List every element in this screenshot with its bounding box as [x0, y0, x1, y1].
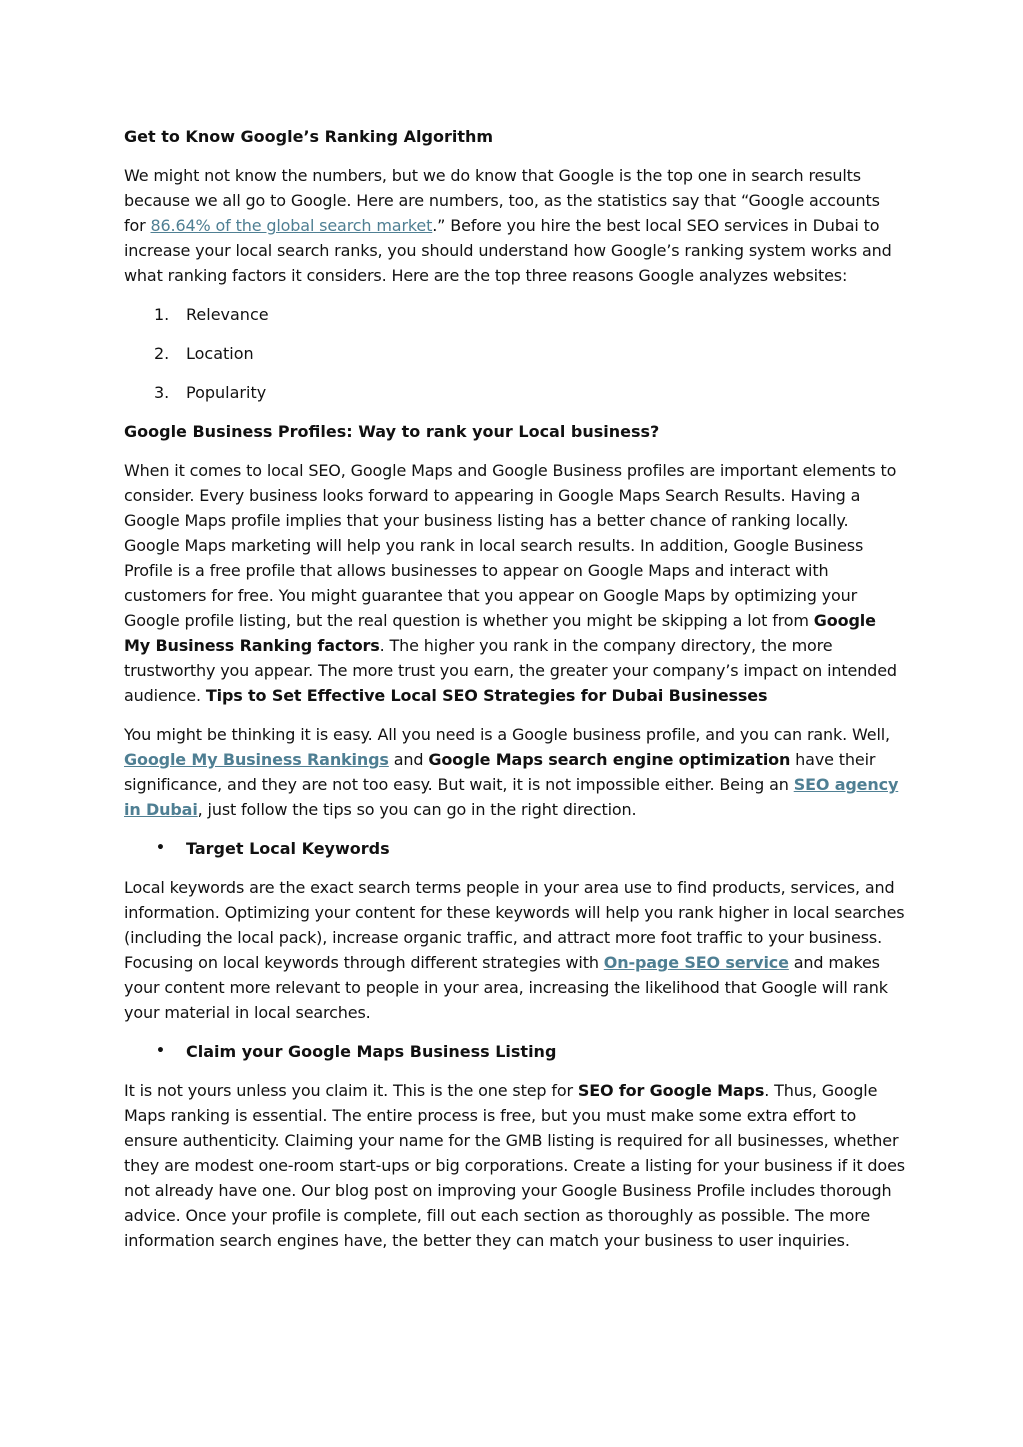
text-run: We might not know the numbers, but we do know that Google is the top one in search results because we all go to Google. Here are numbers, too, as the statistics say that “Google accounts for: [124, 166, 880, 235]
link-onpage-seo-service[interactable]: On-page SEO service: [603, 953, 789, 972]
text-run: Local keywords are the exact search terms people in your area use to find products, services, and information. Optimizing your content for these keywords will help you rank higher in local searches (including the local pack), increase organic traffic, and attract more foot traffic to your business. Focusing on local keywords through different strategies with: [124, 878, 905, 972]
bullet-heading-target-keywords: [124, 836, 905, 861]
text-run: and makes your content more relevant to people in your area, increasing the likelihood that Google will rank your material in local searches.: [124, 953, 888, 1022]
text-run: .” Before you hire the best local SEO services in Dubai to increase your local search ranks, you should understand how Google’s ranking system works and what ranking factors it considers. Here are the top three reasons Google analyzes websites:: [124, 216, 892, 285]
text-run: . The higher you rank in the company directory, the more trustworthy you appear. The more trust you earn, the greater your company’s impact on intended audience.: [124, 636, 897, 705]
text-run: When it comes to local SEO, Google Maps and Google Business profiles are important elements to consider. Every business looks forward to appearing in Google Maps Search Results. Having a Google Maps profile implies that your business listing has a better chance of ranking locally. Google Maps marketing will help you rank in local search results. In addition, Google Business Profile is a free profile that allows businesses to appear on Google Maps and interact with customers for free. You might guarantee that you appear on Google Maps by optimizing your Google profile listing, but the real question is whether you might be skipping a lot from: [124, 461, 897, 630]
bold-seo-google-maps: SEO for Google Maps: [577, 1081, 765, 1100]
bold-ranking-factors: Google My Business Ranking factors: [124, 611, 876, 655]
list-item-location: [124, 341, 905, 366]
link-seo-agency-dubai[interactable]: SEO agency in Dubai: [124, 775, 899, 819]
text-run: have their significance, and they are not too easy. But wait, it is not impossible either. Being an: [124, 750, 876, 794]
section-heading-business-profiles: Google Business Profiles: Way to rank your Local business?: [124, 422, 660, 441]
list-number: 1.: [154, 305, 170, 324]
link-gmb-rankings[interactable]: Google My Business Rankings: [124, 750, 389, 769]
list-item-label: Relevance: [186, 305, 269, 324]
list-item-label: Location: [186, 344, 254, 363]
text-run: and: [388, 750, 429, 769]
text-run: You might be thinking it is easy. All you need is a Google business profile, and you can rank. Well,: [124, 725, 890, 744]
paragraph-ranking-intro: [124, 163, 905, 288]
section-heading-ranking-algorithm: Get to Know Google’s Ranking Algorithm: [124, 127, 494, 146]
bullet-icon: •: [156, 840, 165, 856]
paragraph-business-profiles: [124, 458, 905, 708]
ranking-factors-list: [124, 302, 905, 405]
paragraph-tips-intro: [124, 722, 905, 822]
paragraph-claim-listing: [124, 1078, 905, 1253]
list-item-popularity: [124, 380, 905, 405]
bullet-list-keywords: [124, 836, 905, 861]
bullet-heading-claim-listing: [124, 1039, 905, 1064]
text-run: , just follow the tips so you can go in the right direction.: [197, 800, 637, 819]
list-item-label: Popularity: [186, 383, 267, 402]
bullet-label: Claim your Google Maps Business Listing: [186, 1042, 557, 1061]
bold-maps-seo: Google Maps search engine optimization: [428, 750, 791, 769]
bullet-icon: •: [156, 1043, 165, 1059]
paragraph-local-keywords: [124, 875, 905, 1025]
list-number: 3.: [154, 383, 170, 402]
list-item-relevance: [124, 302, 905, 327]
bold-tips-heading: Tips to Set Effective Local SEO Strategies for Dubai Businesses: [205, 686, 768, 705]
bullet-list-claim: [124, 1039, 905, 1064]
link-global-search-market[interactable]: 86.64% of the global search market: [150, 216, 433, 235]
text-run: It is not yours unless you claim it. This is the one step for: [124, 1081, 578, 1100]
text-run: . Thus, Google Maps ranking is essential. The entire process is free, but you must make some extra effort to ensure authenticity. Claiming your name for the GMB listing is required for all businesses, whether they are modest one-room start-ups or big corporations. Create a listing for your business if it does not already have one. Our blog post on improving your Google Business Profile includes thorough advice. Once your profile is complete, fill out each section as thoroughly as possible. The more information search engines have, the better they can match your business to user inquiries.: [124, 1081, 905, 1250]
list-number: 2.: [154, 344, 170, 363]
bullet-label: Target Local Keywords: [186, 839, 390, 858]
